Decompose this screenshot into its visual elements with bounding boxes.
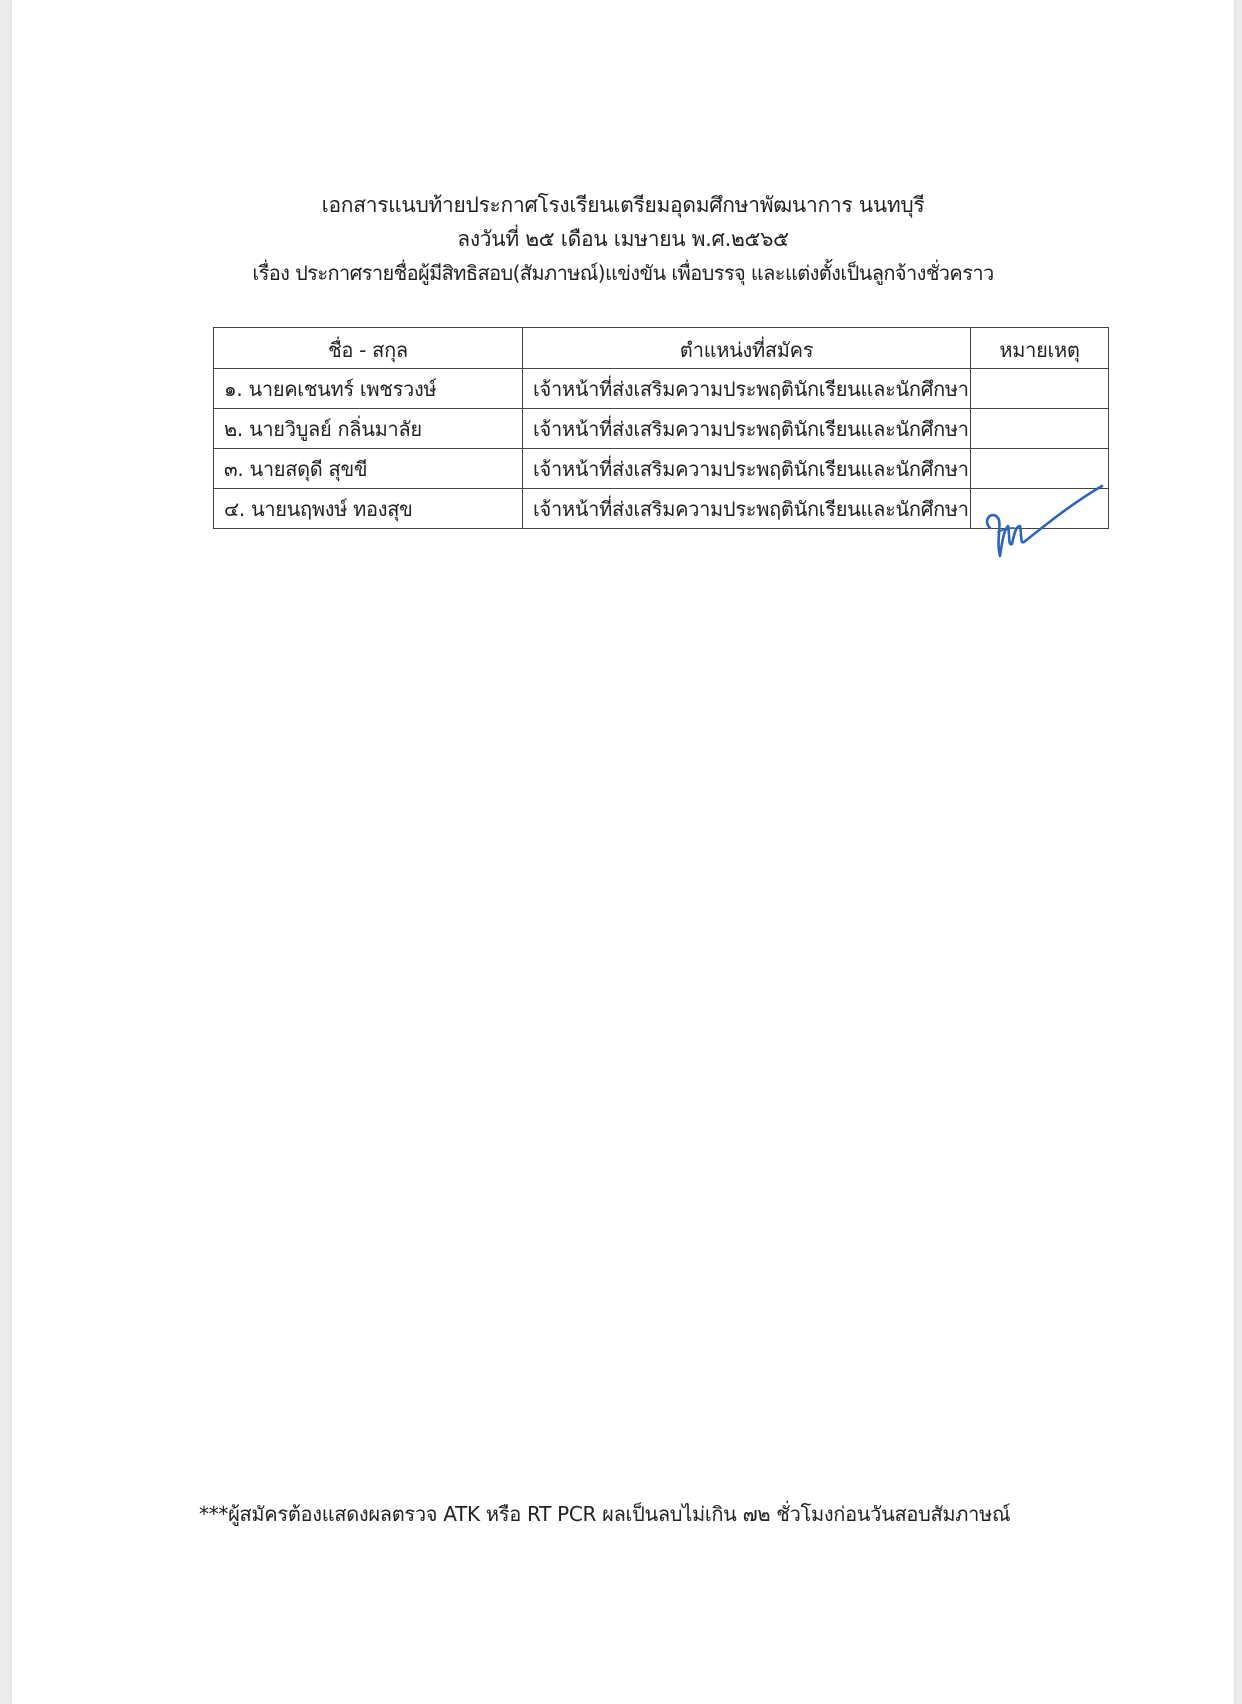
footnote-atk-requirement: ***ผู้สมัครต้องแสดงผลตรวจ ATK หรือ RT PCR ผลเป็นลบไม่เกิน ๗๒ ชั่วโมงก่อนวันสอบสัมภาษณ์ [199, 1502, 1011, 1526]
applicants-table [213, 327, 1109, 529]
header-subject: เรื่อง ประกาศรายชื่อผู้มีสิทธิสอบ(สัมภาษณ์)แข่งขัน เพื่อบรรจุ และแต่งตั้งเป็นลูกจ้างชั่วคราว [252, 261, 994, 285]
applicant-position: เจ้าหน้าที่ส่งเสริมความประพฤตินักเรียนและนักศึกษา [523, 449, 971, 489]
applicant-position: เจ้าหน้าที่ส่งเสริมความประพฤตินักเรียนและนักศึกษา [523, 409, 971, 449]
document-page [12, 0, 1234, 1704]
applicant-position: เจ้าหน้าที่ส่งเสริมความประพฤตินักเรียนและนักศึกษา [523, 489, 971, 529]
table-header-row [214, 328, 1109, 369]
column-header-position: ตำแหน่งที่สมัคร [523, 328, 971, 369]
applicant-name: ๒. นายวิบูลย์ กลิ่นมาลัย [214, 409, 523, 449]
header-title: เอกสารแนบท้ายประกาศโรงเรียนเตรียมอุดมศึกษาพัฒนาการ นนทบุรี [321, 193, 925, 217]
signature-mark [978, 480, 1108, 564]
applicant-name: ๓. นายสดุดี สุขขี [214, 449, 523, 489]
column-header-remark: หมายเหตุ [971, 328, 1109, 369]
applicant-remark [971, 409, 1109, 449]
applicant-position: เจ้าหน้าที่ส่งเสริมความประพฤตินักเรียนและนักศึกษา [523, 369, 971, 409]
table-row [214, 369, 1109, 409]
table-row [214, 409, 1109, 449]
table-row [214, 449, 1109, 489]
table-row [214, 489, 1109, 529]
header-date: ลงวันที่ ๒๕ เดือน เมษายน พ.ศ.๒๕๖๕ [457, 227, 789, 251]
applicant-remark [971, 369, 1109, 409]
column-header-name: ชื่อ - สกุล [214, 328, 523, 369]
applicant-name: ๑. นายคเชนทร์ เพชรวงษ์ [214, 369, 523, 409]
document-header [12, 188, 1234, 290]
applicant-name: ๔. นายนฤพงษ์ ทองสุข [214, 489, 523, 529]
